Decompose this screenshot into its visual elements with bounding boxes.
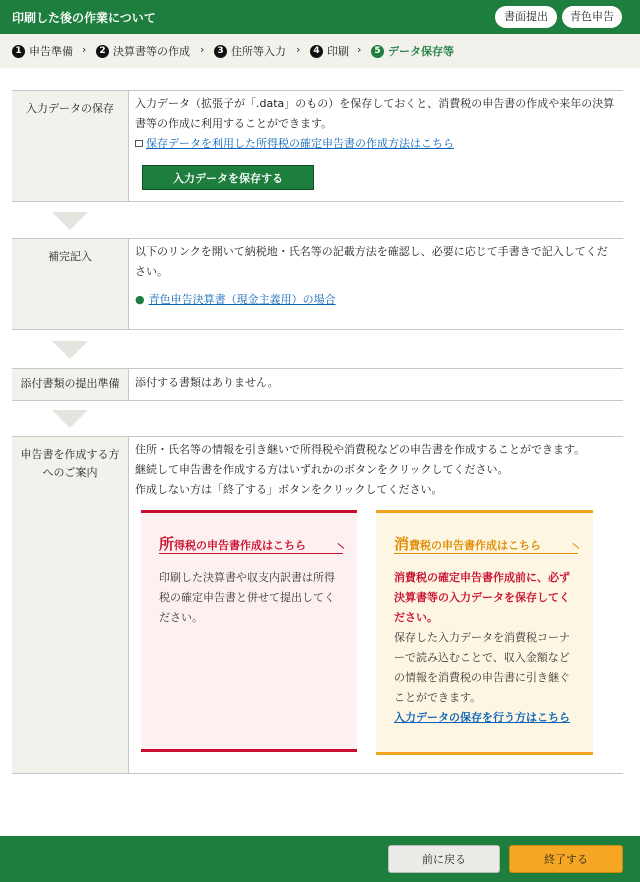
- step-1: [12, 43, 73, 59]
- chevron-right-icon: ›: [296, 43, 301, 56]
- section-content: [135, 437, 617, 500]
- income-tax-card-title[interactable]: [159, 533, 306, 554]
- step-label: 申告準備: [29, 45, 73, 58]
- consumption-tax-card-text: 保存した入力データを消費税コーナーで読み込むことで、収入金額などの情報を消費税の申告書に引き継ぐことができます。: [394, 631, 570, 704]
- flow-arrow-icon: [52, 410, 88, 428]
- card-title-rest: 費税の申告書作成はこちら: [409, 539, 542, 552]
- section-content: [135, 239, 617, 310]
- save-data-warning: 消費税の確定申告書作成前に、必ず決算書等の入力データを保存してください。: [394, 571, 570, 624]
- section-guidance: [12, 436, 623, 774]
- card-title-initial: 消: [394, 535, 410, 553]
- step-2: [96, 43, 190, 59]
- attachments-status: 添付する書類はありません。: [135, 376, 279, 389]
- section-save-data: [12, 90, 623, 202]
- step-label: 住所等入力: [231, 45, 286, 58]
- chevron-right-icon: ›: [200, 43, 205, 56]
- step-number: 4: [310, 45, 323, 58]
- step-number: 2: [96, 45, 109, 58]
- section-label: [12, 437, 129, 773]
- finish-button[interactable]: 終了する: [509, 845, 623, 873]
- chevron-right-icon: ›: [82, 43, 87, 56]
- arrow-right-icon: [394, 553, 578, 554]
- section-label-line: へのご案内: [42, 466, 98, 479]
- section-content: [135, 369, 617, 393]
- back-button[interactable]: 前に戻る: [388, 845, 500, 873]
- step-label: データ保存等: [388, 45, 454, 58]
- guide-line-2: 継続して申告書を作成する方はいずれかのボタンをクリックしてください。: [135, 463, 509, 476]
- consumption-tax-card[interactable]: [376, 510, 593, 755]
- card-title-initial: 所: [159, 535, 175, 553]
- save-description: 入力データ（拡張子が「.data」のもの）を保存しておくと、消費税の申告書の作成や来年の決算書等の作成に利用することができます。: [135, 97, 615, 130]
- step-5-current: [371, 43, 454, 59]
- header-bar: [0, 0, 640, 34]
- guide-line-1: 住所・氏名等の情報を引き継いで所得税や消費税などの申告書を作成することができます。: [135, 443, 586, 456]
- arrow-right-icon: [159, 553, 343, 554]
- section-attachments: [12, 368, 623, 401]
- income-tax-card-text: 印刷した決算書や収支内訳書は所得税の確定申告書と併せて提出してください。: [159, 571, 335, 624]
- supplement-description: 以下のリンクを開いて納税地・氏名等の記載方法を確認し、必要に応じて手書きで記入してください。: [135, 245, 608, 278]
- section-label-line: 申告書を作成する方: [20, 448, 120, 461]
- paper-submission-button[interactable]: 書面提出: [495, 6, 557, 28]
- step-label: 印刷: [327, 45, 349, 58]
- guide-line-3: 作成しない方は「終了する」ボタンをクリックしてください。: [135, 483, 443, 496]
- step-label: 決算書等の作成: [113, 45, 190, 58]
- step-number: 5: [371, 45, 384, 58]
- progress-steps: [0, 34, 640, 68]
- save-input-data-button[interactable]: 入力データを保存する: [142, 165, 314, 190]
- bullet-icon: ●: [135, 293, 145, 306]
- blue-return-cash-basis-link[interactable]: 青色申告決算書（現金主義用）の場合: [148, 293, 336, 306]
- section-label: 添付書類の提出準備: [12, 369, 129, 400]
- page-title: 印刷した後の作業について: [12, 11, 156, 25]
- flow-arrow-icon: [52, 341, 88, 359]
- flow-arrow-icon: [52, 212, 88, 230]
- section-label: 入力データの保存: [12, 91, 129, 201]
- blue-return-button[interactable]: 青色申告: [562, 6, 622, 28]
- income-tax-card[interactable]: [141, 510, 357, 752]
- section-label: 補完記入: [12, 239, 129, 329]
- chevron-right-icon: ›: [357, 43, 362, 56]
- step-number: 3: [214, 45, 227, 58]
- card-title-rest: 得税の申告書作成はこちら: [174, 539, 307, 552]
- section-supplement: [12, 238, 623, 330]
- footer-bar: [0, 836, 640, 882]
- step-3: [214, 43, 286, 59]
- consumption-tax-card-body: [394, 568, 579, 708]
- step-4: [310, 43, 349, 59]
- consumption-tax-card-title[interactable]: [394, 533, 541, 554]
- section-content: [135, 91, 617, 154]
- external-link-icon: [135, 140, 143, 147]
- saved-data-howto-link[interactable]: 保存データを利用した所得税の確定申告書の作成方法はこちら: [146, 137, 454, 150]
- step-number: 1: [12, 45, 25, 58]
- save-data-howto-link[interactable]: 入力データの保存を行う方はこちら: [394, 711, 570, 724]
